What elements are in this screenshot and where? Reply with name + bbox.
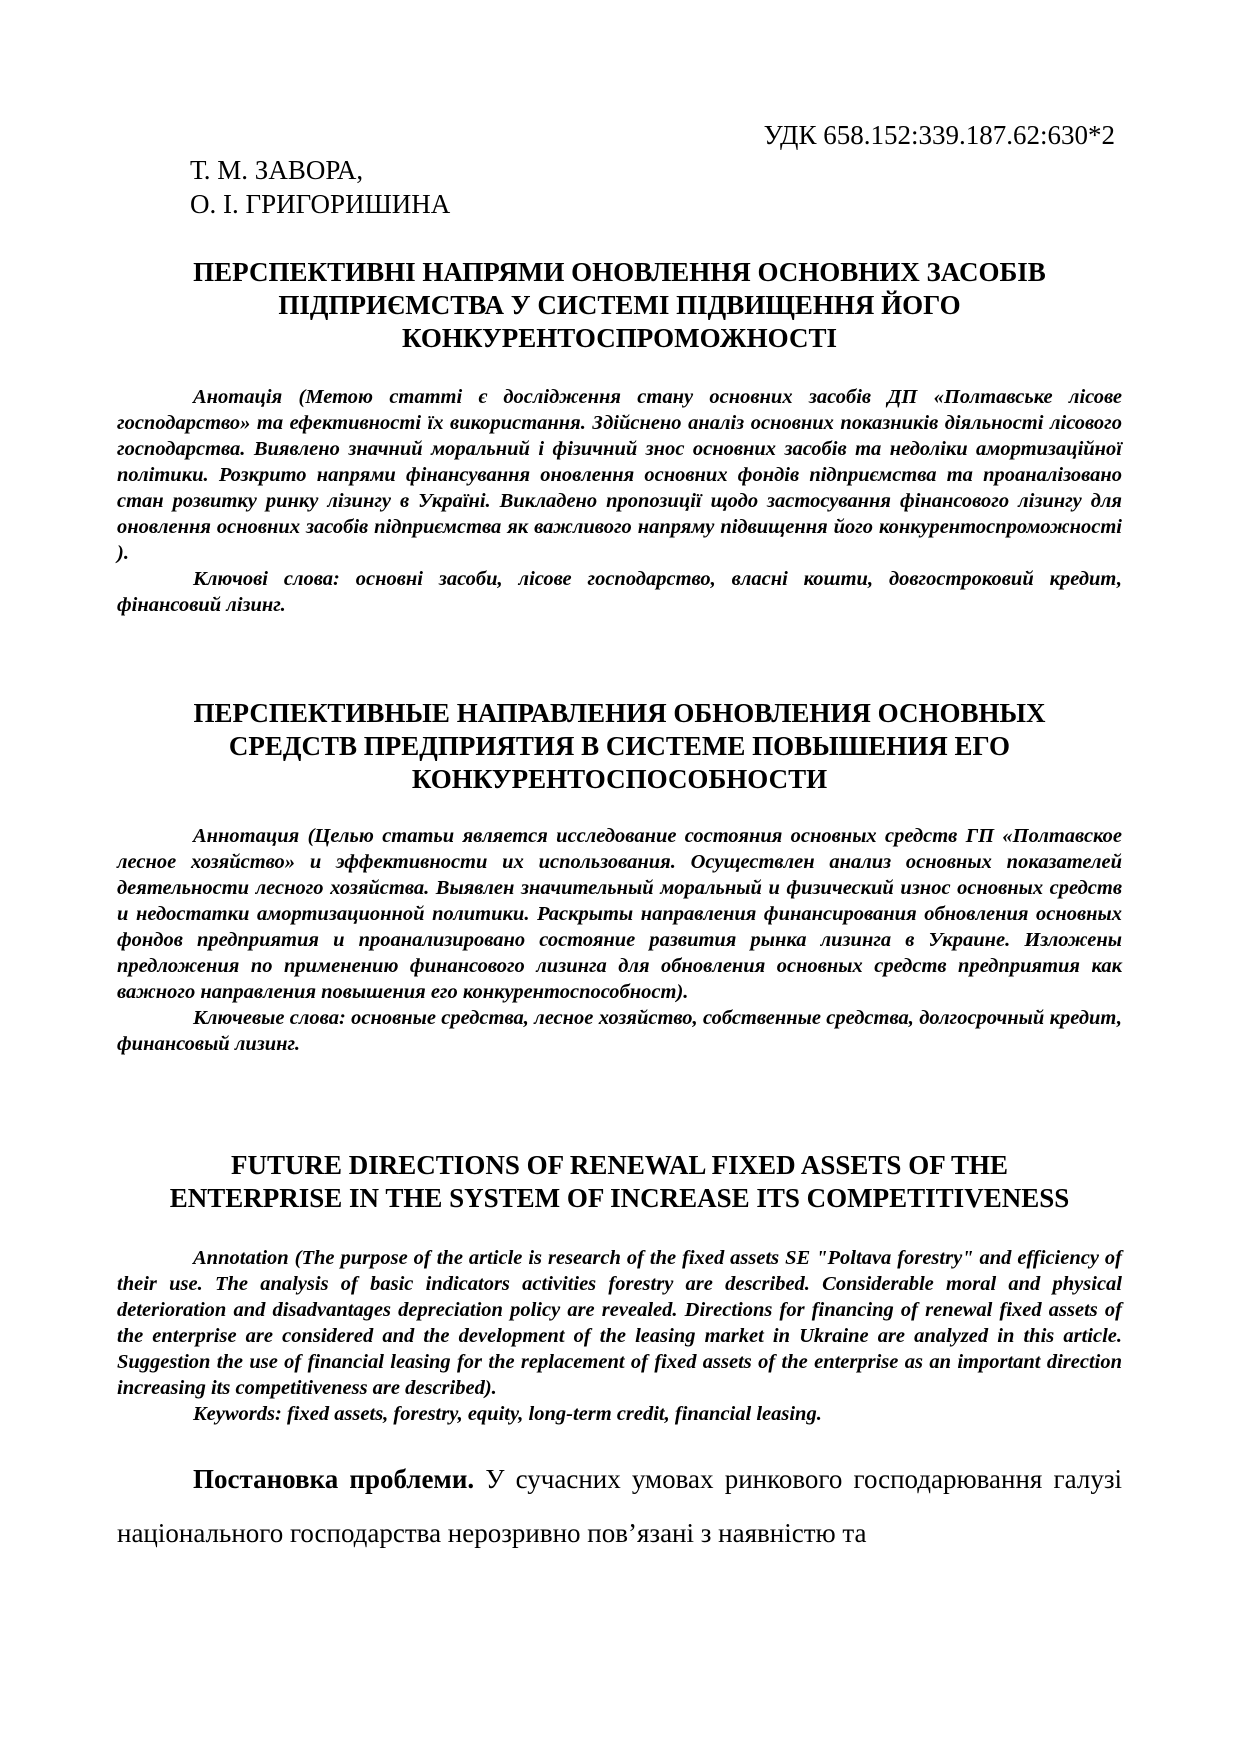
abstract-en-block [117,1245,1122,1427]
authors [190,153,450,221]
section-heading-problem: Постановка проблеми. [193,1464,475,1494]
title-uk-line-3: КОНКУРЕНТОСПРОМОЖНОСТІ [402,323,837,353]
body-paragraph [117,1452,1122,1560]
title-uk-line-1: ПЕРСПЕКТИВНІ НАПРЯМИ ОНОВЛЕННЯ ОСНОВНИХ ЗАСОБІВ [193,257,1046,287]
abstract-en: Annotation (The purpose of the article is research of the fixed assets SE "Poltava forestry" and efficiency of their use. The analysis of basic indicators activities forestry are described. Considerable moral and physical deterioration and disadvantages depreciation policy are revealed. Directions for financing of renewal fixed assets of the enterprise are considered and the development of the leasing market in Ukraine are analyzed in this article. Suggestion the use of financial leasing for the replacement of fixed assets of the enterprise as an important direction increasing its competitiveness are described). [117,1247,1122,1399]
title-en-line-1: FUTURE DIRECTIONS OF RENEWAL FIXED ASSETS OF THE [231,1150,1008,1180]
title-uk-line-2: ПІДПРИЄМСТВА У СИСТЕМІ ПІДВИЩЕННЯ ЙОГО [278,290,961,320]
body-paragraph-text: У сучасних умовах ринкового господарювання галузі національного господарства нерозривно пов’язані з наявністю та [117,1464,1122,1548]
udc-code: УДК 658.152:339.187.62:630*2 [763,120,1115,150]
title-uk [117,256,1122,355]
abstract-uk-block [117,384,1122,618]
keywords-ru: Ключевые слова: основные средства, лесное хозяйство, собственные средства, долгосрочный кредит, финансовый лизинг. [117,1007,1122,1055]
author-1: Т. М. ЗАВОРА, [190,155,364,185]
title-ru-line-3: КОНКУРЕНТОСПОСОБНОСТИ [411,764,828,794]
title-en [117,1149,1122,1215]
keywords-en: Keywords: fixed assets, forestry, equity, long-term credit, financial leasing. [193,1403,822,1425]
title-en-line-2: ENTERPRISE IN THE SYSTEM OF INCREASE ITS COMPETITIVENESS [169,1183,1070,1213]
abstract-ru-block [117,823,1122,1057]
author-2: О. І. ГРИГОРИШИНА [190,189,451,219]
abstract-uk: Анотація (Метою статті є дослідження стану основних засобів ДП «Полтавське лісове господарство» та ефективності їх використання. Здійснено аналіз основних показників діяльності лісового господарства. Виявлено значний моральний і фізичний знос основних засобів та недоліки амортизаційної політики. Розкрито напрями фінансування оновлення основних фондів підприємства та проаналізовано стан розвитку ринку лізингу в Україні. Викладено пропозиції щодо застосування фінансового лізингу для оновлення основних засобів підприємства як важливого напряму підвищення його конкурентоспроможності ). [117,386,1122,564]
title-ru-line-1: ПЕРСПЕКТИВНЫЕ НАПРАВЛЕНИЯ ОБНОВЛЕНИЯ ОСНОВНЫХ [193,698,1046,728]
abstract-ru: Аннотация (Целью статьи является исследование состояния основных средств ГП «Полтавское лесное хозяйство» и эффективности их использования. Осуществлен анализ основных показателей деятельности лесного хозяйства. Выявлен значительный моральный и физический износ основных средств и недостатки амортизационной политики. Раскрыты направления финансирования обновления основных фондов предприятия и проанализировано состояние развития рынка лизинга в Украине. Изложены предложения по применению финансового лизинга для обновления основных средств предприятия как важного направления повышения его конкурентоспособност). [117,825,1122,1003]
title-ru [117,697,1122,796]
keywords-uk: Ключові слова: основні засоби, лісове господарство, власні кошти, довгостроковий кредит, фінансовий лізинг. [117,568,1122,616]
title-ru-line-2: СРЕДСТВ ПРЕДПРИЯТИЯ В СИСТЕМЕ ПОВЫШЕНИЯ ЕГО [228,731,1011,761]
